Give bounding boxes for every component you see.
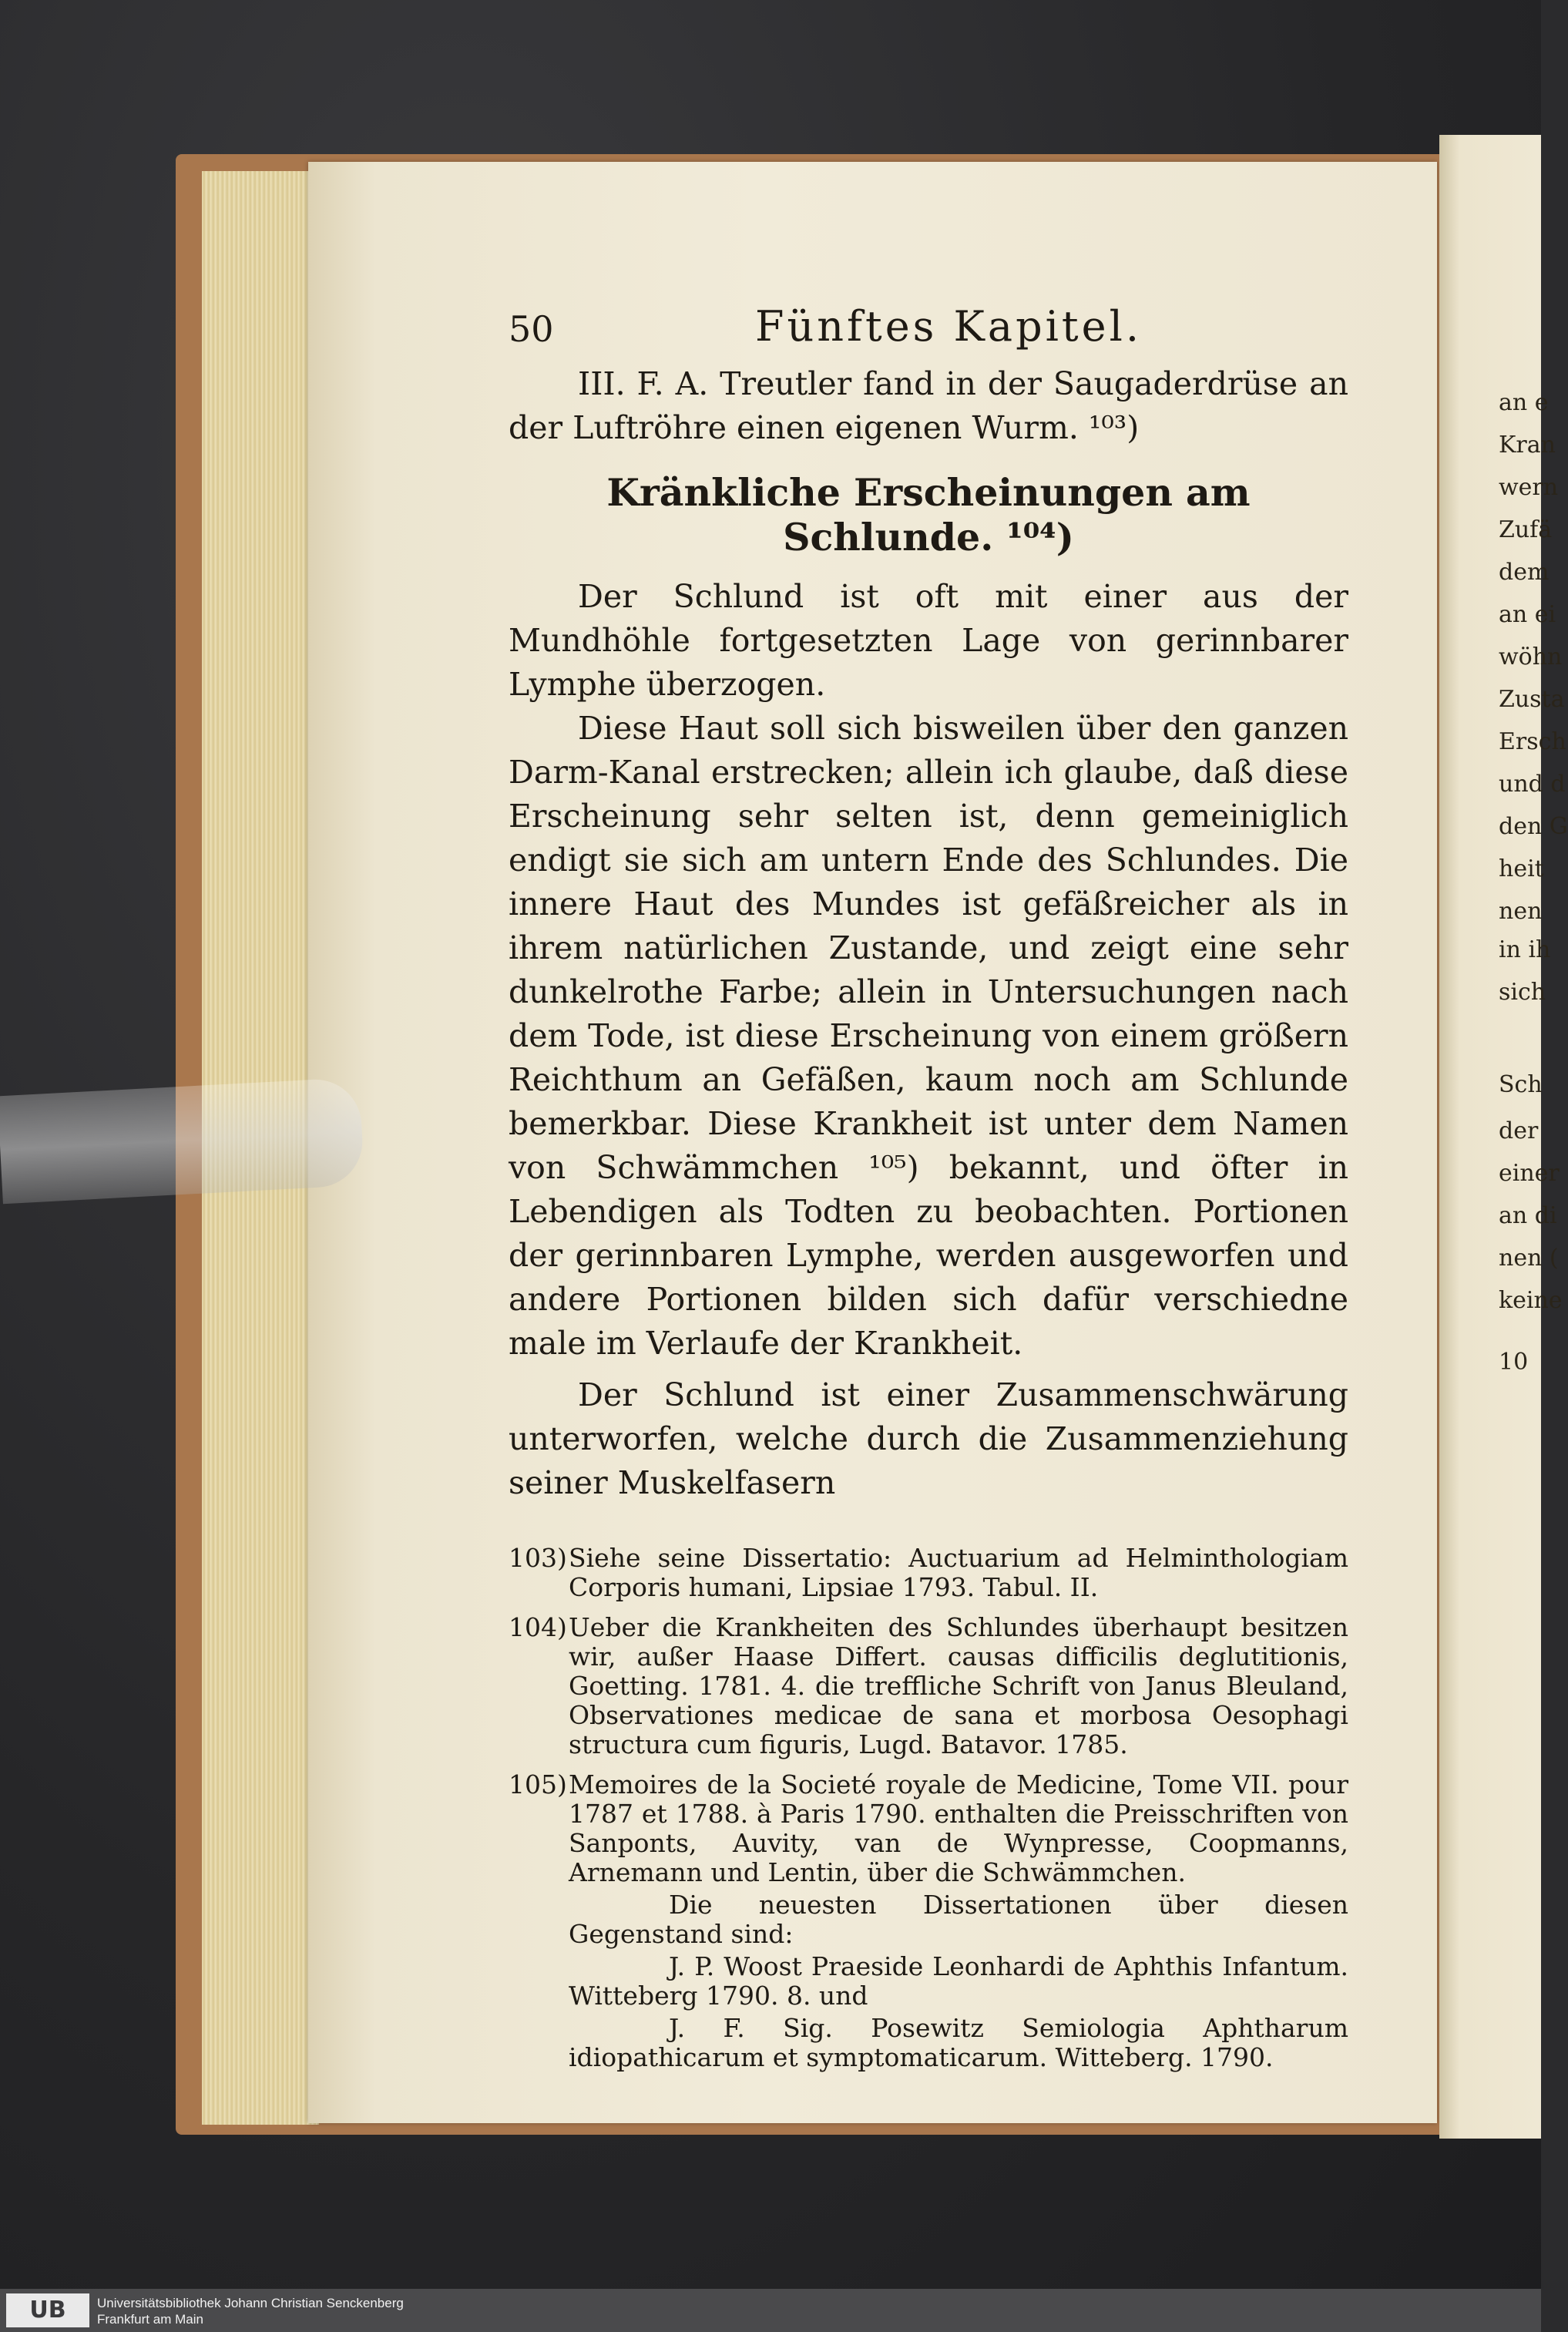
footnote-reference: J. P. Woost Praeside Leonhardi de Aphthis Infantum. Witteberg 1790. 8. und (569, 1951, 1348, 2011)
facing-page-fragment: 10 (1499, 1349, 1529, 1376)
glass-weight (0, 1077, 364, 1204)
facing-page-fragment: nen (1499, 898, 1543, 925)
page-content (509, 302, 1348, 2086)
footnote-number: 104) (509, 1612, 567, 1642)
facing-page-fragment: an di (1499, 1202, 1557, 1229)
footnote-sub-heading: Die neuesten Dissertationen über diesen Gegenstand sind: (569, 1890, 1348, 1949)
footnote (509, 1544, 1348, 1602)
paragraph-2: Diese Haut soll sich bisweilen über den ganzen Darm-Kanal erstrecken; allein ich glaube, daß diese Erscheinung sehr selten ist, denn gemeiniglich endigt sie sich am untern Ende des Schlundes. Die innere Haut des Mundes ist gefäßreicher als in ihrem natürlichen Zustande, und zeigt eine sehr dunkelrothe Farbe; allein in Untersuchungen nach dem Tode, ist diese Erscheinung von einem größern Reichthum an Gefäßen, kaum noch am Schlunde bemerkbar. Diese Krankheit ist unter dem Namen von Schwämmchen ¹⁰⁵) bekannt, und öfter in Lebendigen als Todten zu beobachten. Portionen der gerinnbaren Lymphe, werden ausgeworfen und andere Portionen bilden sich dafür verschiedne male im Verlaufe der Krankheit. (509, 710, 1348, 1362)
library-logo: UB (6, 2293, 89, 2327)
footer-line-2: Frankfurt am Main (97, 2312, 203, 2327)
footnote-text: Siehe seine Dissertatio: Auctuarium ad Helminthologiam Corporis humani, Lipsiae 1793. Tabul. II. (569, 1543, 1348, 1602)
footer-line-1: Universitätsbibliothek Johann Christian Senckenberg (97, 2296, 404, 2310)
facing-page-fragment: heit (1499, 855, 1544, 882)
facing-page-fragment: wern (1499, 474, 1559, 501)
facing-page-fragment: der (1499, 1117, 1539, 1144)
paragraph-3: Der Schlund ist einer Zusammenschwärung unterworfen, welche durch die Zusammenziehung seiner Muskelfasern (509, 1376, 1348, 1501)
running-head: Fünftes Kapitel. (755, 302, 1143, 351)
facing-page-fragment: nen ( (1499, 1245, 1559, 1272)
facing-page-fragment: an e (1499, 389, 1549, 416)
footer-credit (97, 2295, 404, 2327)
facing-page-fragment: an ei (1499, 601, 1556, 628)
facing-page-fragment: dem (1499, 559, 1550, 586)
facing-page-fragment: in ih (1499, 936, 1551, 963)
section-heading: Kränkliche Erscheinungen am Schlunde. ¹⁰⁴) (606, 470, 1251, 559)
footnote-number: 105) (509, 1769, 567, 1799)
facing-page-fragment: einer (1499, 1160, 1560, 1187)
facing-page-fragment: keine (1499, 1287, 1563, 1314)
paragraph-intro: III. F. A. Treutler fand in der Saugaderdrüse an der Luftröhre einen eigenen Wurm. ¹⁰³) (509, 365, 1348, 446)
facing-page-fragment: Zusta (1499, 686, 1565, 713)
facing-page-fragment: und d (1499, 771, 1566, 798)
facing-page-fragment: den G (1499, 813, 1568, 840)
facing-page-fragment: sich (1499, 979, 1546, 1006)
facing-page-fragment: wöhn (1499, 643, 1563, 670)
paragraph-1: Der Schlund ist oft mit einer aus der Mundhöhle fortgesetzten Lage von gerinnbarer Lymphe überzogen. (509, 578, 1348, 703)
footnote-number: 103) (509, 1543, 567, 1573)
footnotes (509, 1544, 1348, 2075)
page-header (509, 302, 1348, 362)
facing-page-fragment: Sch (1499, 1071, 1543, 1098)
footnote-reference: J. F. Sig. Posewitz Semiologia Aphtharum idiopathicarum et symptomaticarum. Witteberg. 1790. (569, 2013, 1348, 2072)
page-number: 50 (509, 308, 554, 350)
footnote-text: Memoires de la Societé royale de Medicine, Tome VII. pour 1787 et 1788. à Paris 1790. enthalten die Preisschriften von Sanponts, Auvity, van de Wynpresse, Coopmanns, Arnemann und Lentin, über die Schwämmchen. (569, 1769, 1348, 1887)
footnote-text: Ueber die Krankheiten des Schlundes überhaupt besitzen wir, außer Haase Differt. causas difficilis deglutitionis, Goetting. 1781. 4. die treffliche Schrift von Janus Bleuland, Observationes medicae de sana et morbosa Oesophagi structura cum figuris, Lugd. Batavor. 1785. (569, 1612, 1348, 1759)
facing-page-fragment: Kran (1499, 432, 1556, 459)
footnote-body (569, 1770, 1348, 2075)
facing-page-fragment: Zufä (1499, 516, 1553, 543)
footnote (509, 1770, 1348, 2075)
facing-page-fragment: Ersch (1499, 728, 1566, 755)
footnote (509, 1613, 1348, 1759)
